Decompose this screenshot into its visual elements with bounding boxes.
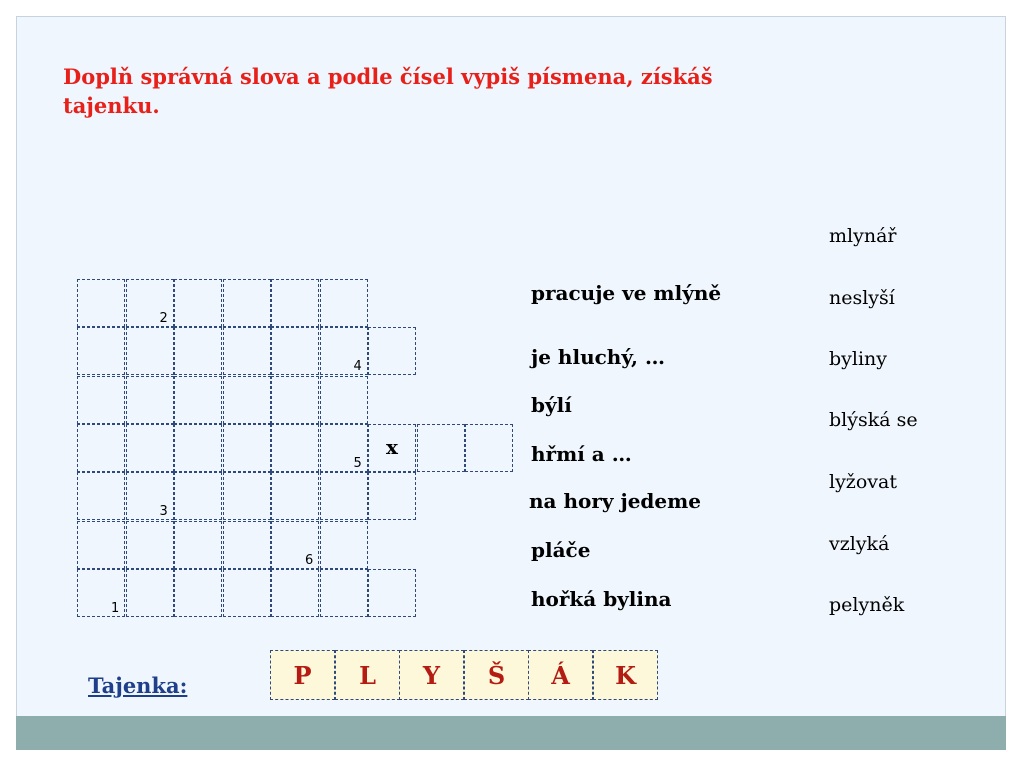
crossword-cell[interactable] <box>368 327 416 375</box>
crossword-cell[interactable] <box>320 521 368 569</box>
clue-1: pracuje ve mlýně <box>531 281 722 305</box>
cell-number: 2 <box>159 311 168 326</box>
crossword-cell[interactable] <box>77 327 125 375</box>
crossword-cell[interactable] <box>174 569 222 617</box>
crossword-cell[interactable] <box>271 327 319 375</box>
word-5: lyžovat <box>829 471 897 493</box>
crossword-cell[interactable] <box>320 279 368 327</box>
crossword-cell[interactable] <box>271 279 319 327</box>
tajenka-letter-6[interactable]: K <box>593 650 658 700</box>
crossword-cell[interactable] <box>126 376 174 424</box>
footer-bar <box>16 716 1006 750</box>
clue-6: pláče <box>531 538 591 562</box>
crossword-cell[interactable] <box>271 376 319 424</box>
crossword-cell[interactable] <box>223 327 271 375</box>
crossword-cell[interactable] <box>368 569 416 617</box>
word-7: pelyněk <box>829 594 905 616</box>
cell-number: 6 <box>305 552 314 568</box>
crossword-cell[interactable] <box>126 424 174 472</box>
cell-number: 1 <box>111 600 120 616</box>
crossword-cell[interactable] <box>174 376 222 424</box>
crossword-cell[interactable] <box>320 472 368 520</box>
word-2: neslyší <box>829 287 895 309</box>
tajenka-letter-4[interactable]: Š <box>464 650 529 700</box>
crossword-cell[interactable] <box>174 279 222 327</box>
crossword-cell[interactable] <box>174 472 222 520</box>
crossword-cell[interactable] <box>174 424 222 472</box>
crossword-cell[interactable] <box>223 521 271 569</box>
instructions-title: Doplň správná slova a podle čísel vypiš písmena, získáš tajenku. <box>63 64 713 118</box>
word-4: blýská se <box>829 409 918 431</box>
cell-number: 4 <box>353 359 362 375</box>
crossword-cell[interactable] <box>223 472 271 520</box>
crossword-cell[interactable] <box>465 424 513 472</box>
crossword-cell[interactable] <box>271 472 319 520</box>
crossword-cell[interactable] <box>174 521 222 569</box>
crossword-cell[interactable] <box>77 279 125 327</box>
clue-2: je hluchý, … <box>531 345 665 369</box>
cell-number: 3 <box>159 504 168 520</box>
crossword-cell[interactable] <box>223 569 271 617</box>
crossword-cell[interactable] <box>77 376 125 424</box>
cell-prefilled-letter: x <box>386 434 398 459</box>
crossword-cell[interactable] <box>223 424 271 472</box>
clue-3: býlí <box>531 393 572 417</box>
crossword-cell[interactable] <box>126 521 174 569</box>
crossword-cell[interactable] <box>271 424 319 472</box>
crossword-cell[interactable] <box>320 569 368 617</box>
crossword-cell[interactable] <box>174 327 222 375</box>
crossword-cell[interactable] <box>77 424 125 472</box>
word-1: mlynář <box>829 225 897 247</box>
crossword-cell[interactable] <box>368 472 416 520</box>
tajenka-label: Tajenka: <box>88 673 188 698</box>
crossword-cell[interactable] <box>77 472 125 520</box>
tajenka-letter-3[interactable]: Y <box>399 650 464 700</box>
clue-5: na hory jedeme <box>529 489 702 513</box>
word-6: vzlyká <box>829 533 890 555</box>
crossword-cell[interactable] <box>271 569 319 617</box>
crossword-cell[interactable] <box>126 569 174 617</box>
crossword-cell[interactable] <box>223 376 271 424</box>
cell-number: 5 <box>353 455 362 471</box>
crossword-cell[interactable] <box>126 327 174 375</box>
tajenka-letter-2[interactable]: L <box>335 650 400 700</box>
clue-7: hořká bylina <box>531 587 672 611</box>
crossword-cell[interactable] <box>417 424 465 472</box>
crossword-cell[interactable] <box>223 279 271 327</box>
crossword-cell[interactable] <box>77 521 125 569</box>
crossword-cell[interactable] <box>320 376 368 424</box>
tajenka-letter-5[interactable]: Á <box>528 650 593 700</box>
tajenka-letter-1[interactable]: P <box>270 650 335 700</box>
clue-4: hřmí a … <box>531 442 632 466</box>
word-3: byliny <box>829 348 888 370</box>
